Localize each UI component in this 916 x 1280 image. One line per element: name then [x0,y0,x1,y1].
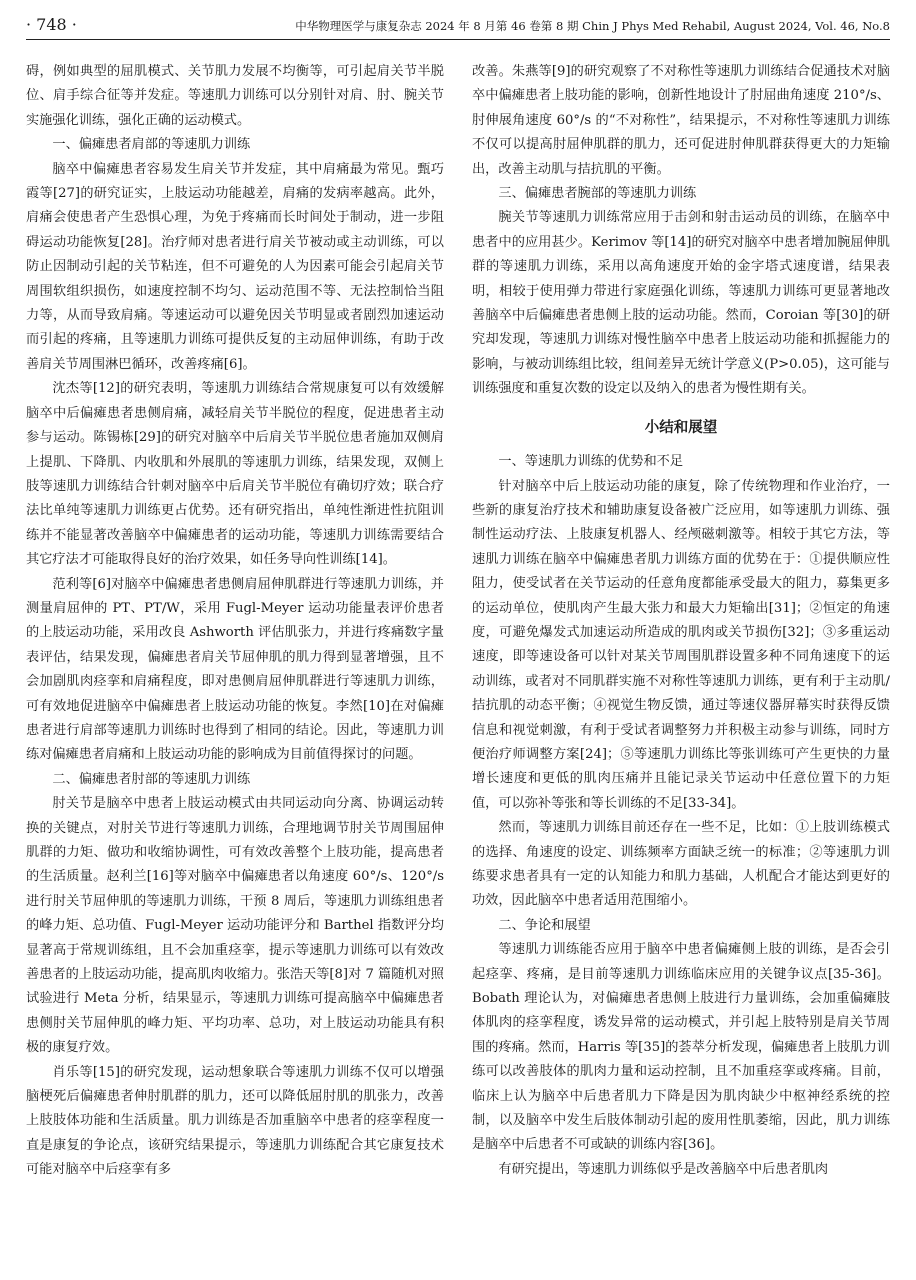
journal-citation: 中华物理医学与康复杂志 2024 年 8 月第 46 卷第 8 期 Chin J Phys Med Rehabil, August 2024, Vol. 46, No.8 [295,19,890,33]
subsection-heading-wrist: 三、偏瘫患者腕部的等速肌力训练 [498,186,697,202]
subsection-heading-advantages: 一、等速肌力训练的优势和不足 [498,454,684,470]
subsection-heading-elbow: 二、偏瘫患者肘部的等速肌力训练 [52,771,251,787]
subsection-heading-controversy: 二、争论和展望 [498,917,591,933]
paragraph: 改善。朱燕等[9]的研究观察了不对称性等速肌力训练结合促通技术对脑卒中偏瘫患者上肢功能的影响，创新性地设计了肘屈曲角速度 210°/s、肘伸展角速度 60°/s 的“不对称性”，结果提示，不对称性等速肌力训练不仅可以提高肘屈伸肌群的肌力，还可促进肘伸肌群获得更大的力矩输出，改善主动肌与拮抗肌的平衡。 [472,64,890,177]
page-number: · 748 · [26,15,77,34]
paragraph: 针对脑卒中后上肢运动功能的康复，除了传统物理和作业治疗，一些新的康复治疗技术和辅助康复设备被广泛应用，如等速肌力训练、强制性运动疗法、上肢康复机器人、经颅磁刺激等。相较于其它方法，等速肌力训练在脑卒中偏瘫患者肌力训练方面的优势在于：①提供顺应性阻力，使受试者在关节运动的任意角度都能承受最大的阻力，募集更多的运动单位，使肌肉产生最大张力和最大力矩输出[31]；②恒定的角速度，可避免爆发式加速运动所造成的肌肉或关节损伤[32]；③多重运动速度，即等速设备可以针对某关节周围肌群设置多种不同角速度下的运动训练，或者对不同肌群实施不对称性等速肌力训练，更有利于主动肌/拮抗肌的动态平衡；④视觉生物反馈，通过等速仪器屏幕实时获得反馈信息和视觉刺激，有利于受试者调整努力并积极主动参与训练，同时方便治疗师调整方案[24]；⑤等速肌力训练比等张训练可产生更快的力量增长速度和更低的肌肉压痛并且能记录关节运动中任意位置下的力矩值，可以弥补等张和等长训练的不足[33-34]。 [472,478,890,811]
paragraph: 范利等[6]对脑卒中偏瘫患者患侧肩屈伸肌群进行等速肌力训练，并测量肩屈伸的 PT、PT/W，采用 Fugl-Meyer 运动功能量表评价患者的上肢运动功能，采用改良 Ashworth 评估肌张力，并进行疼痛数字量表评估，结果发现，偏瘫患者肩关节屈伸肌的肌力得到显著增强，且不会加剧肌肉痉挛和肩痛程度，即对患侧肩屈伸肌群进行等速肌力训练，可有效地促进脑卒中偏瘫患者上肢运动功能的恢复。李然[10]在对偏瘫患者进行肩部等速肌力训练时也得到了相同的结论。因此，等速肌力训练对偏瘫患者肩痛和上肢运动功能的影响成为目前值得探讨的问题。 [26,576,444,763]
running-header [26,10,890,40]
paragraph: 肘关节是脑卒中患者上肢运动模式由共同运动向分离、协调运动转换的关键点，对肘关节进行等速肌力训练，合理地调节肘关节周围屈伸肌群的力矩、做功和收缩协调性，可有效改善整个上肢功能，提高患者的生活质量。赵利兰[16]等对脑卒中偏瘫患者以角速度 60°/s、120°/s 进行肘关节屈伸肌的等速肌力训练，干预 8 周后，等速肌力训练组患者的峰力矩、总功值、Fugl-Meyer 运动功能评分和 Barthel 指数评分均显著高于常规训练组，且不会加重痉挛，提示等速肌力训练可以有效改善患者的上肢运动功能，提高肌肉收缩力。张浩天等[8]对 7 篇随机对照试验进行 Meta 分析，结果显示，等速肌力训练可提高脑卒中偏瘫患者患侧肘关节屈伸肌的峰力矩、平均功率、总功，对上肢运动功能具有积极的康复疗效。 [26,796,444,1056]
subsection-heading-shoulder: 一、偏瘫患者肩部的等速肌力训练 [52,137,251,153]
paragraph: 沈杰等[12]的研究表明，等速肌力训练结合常规康复可以有效缓解脑卒中后偏瘫患者患侧肩痛，减轻肩关节半脱位的程度，促进患者主动参与运动。陈锡栋[29]的研究对脑卒中后肩关节半脱位患者施加双侧肩上提肌、下降肌、内收肌和外展肌的等速肌力训练，结果发现，双侧上肢等速肌力训练结合针刺对脑卒中后肩关节半脱位有确切疗效；联合疗法比单纯等速肌力训练更占优势。还有研究指出，单纯性渐进性抗阻训练并不能显著改善脑卒中偏瘫患者的运动功能，等速肌力训练需要结合其它疗法才可能取得良好的治疗效果，如任务导向性训练[14]。 [26,381,444,568]
right-column [472,60,890,1270]
left-column [26,60,444,1270]
section-title-summary: 小结和展望 [644,418,718,436]
paragraph: 碍，例如典型的屈肌模式、关节肌力发展不均衡等，可引起肩关节半脱位、肩手综合征等并发症。等速肌力训练可以分别针对肩、肘、腕关节实施强化训练，强化正确的运动模式。 [26,64,444,128]
paragraph: 腕关节等速肌力训练常应用于击剑和射击运动员的训练，在脑卒中患者中的应用甚少。Kerimov 等[14]的研究对脑卒中患者增加腕屈伸肌群的等速肌力训练，采用以高角速度开始的金字塔式速度谱，结果表明，相较于使用弹力带进行家庭强化训练，等速肌力训练可更显著地改善脑卒中后偏瘫患者患侧上肢的运动功能。然而，Coroian 等[30]的研究却发现，等速肌力训练对慢性脑卒中患者上肢运动功能和抓握能力的影响，与被动训练组比较，组间差异无统计学意义(P>0.05)，这可能与训练强度和重复次数的设定以及纳入的患者为慢性期有关。 [472,210,890,397]
paragraph: 然而，等速肌力训练目前还存在一些不足，比如：①上肢训练模式的选择、角速度的设定、训练频率方面缺乏统一的标准；②等速肌力训练要求患者具有一定的认知能力和肌力基础，人机配合才能达到更好的功效，因此脑卒中患者适用范围缩小。 [472,820,890,909]
paragraph: 脑卒中偏瘫患者容易发生肩关节并发症，其中肩痛最为常见。甄巧霞等[27]的研究证实，上肢运动功能越差，肩痛的发病率越高。此外，肩痛会使患者产生恐惧心理，为免于疼痛而长时间处于制动，进一步阻碍运动功能恢复[28]。治疗师对患者进行肩关节被动或主动训练，可以防止因制动引起的关节粘连，但不可避免的人为因素可能会引起肩关节周围软组织损伤，如速度控制不均匀、运动范围不等、无法控制恰当阻力等，从而导致肩痛。等速运动可以避免因关节明显或者剧烈加速运动而引起的疼痛，且等速肌力训练可提供反复的主动屈伸训练，有助于改善肩关节周围淋巴循环，改善疼痛[6]。 [26,161,444,372]
paragraph: 肖乐等[15]的研究发现，运动想象联合等速肌力训练不仅可以增强脑梗死后偏瘫患者伸肘肌群的肌力，还可以降低屈肘肌的肌张力，改善上肢肢体功能和生活质量。肌力训练是否加重脑卒中患者的痉挛程度一直是康复的争论点，该研究结果提示，等速肌力训练配合其它康复技术可能对脑卒中后痉挛有多 [26,1064,444,1178]
paragraph: 等速肌力训练能否应用于脑卒中患者偏瘫侧上肢的训练，是否会引起痉挛、疼痛，是目前等速肌力训练临床应用的关键争议点[35-36]。Bobath 理论认为，对偏瘫患者患侧上肢进行力量训练，会加重偏瘫肢体肌肉的痉挛程度，诱发异常的运动模式，并引起上肢特别是肩关节周围的疼痛。然而，Harris 等[35]的荟萃分析发现，偏瘫患者上肢肌力训练可以改善肢体的肌肉力量和运动控制，且不加重痉挛或疼痛。目前，临床上认为脑卒中后患者肌力下降是因为肌肉缺少中枢神经系统的控制，以及脑卒中发生后肢体制动引起的废用性肌萎缩，因此，肌力训练是脑卒中后患者不可或缺的训练内容[36]。 [472,942,890,1153]
paragraph: 有研究提出，等速肌力训练似乎是改善脑卒中后患者肌肉 [498,1161,829,1177]
